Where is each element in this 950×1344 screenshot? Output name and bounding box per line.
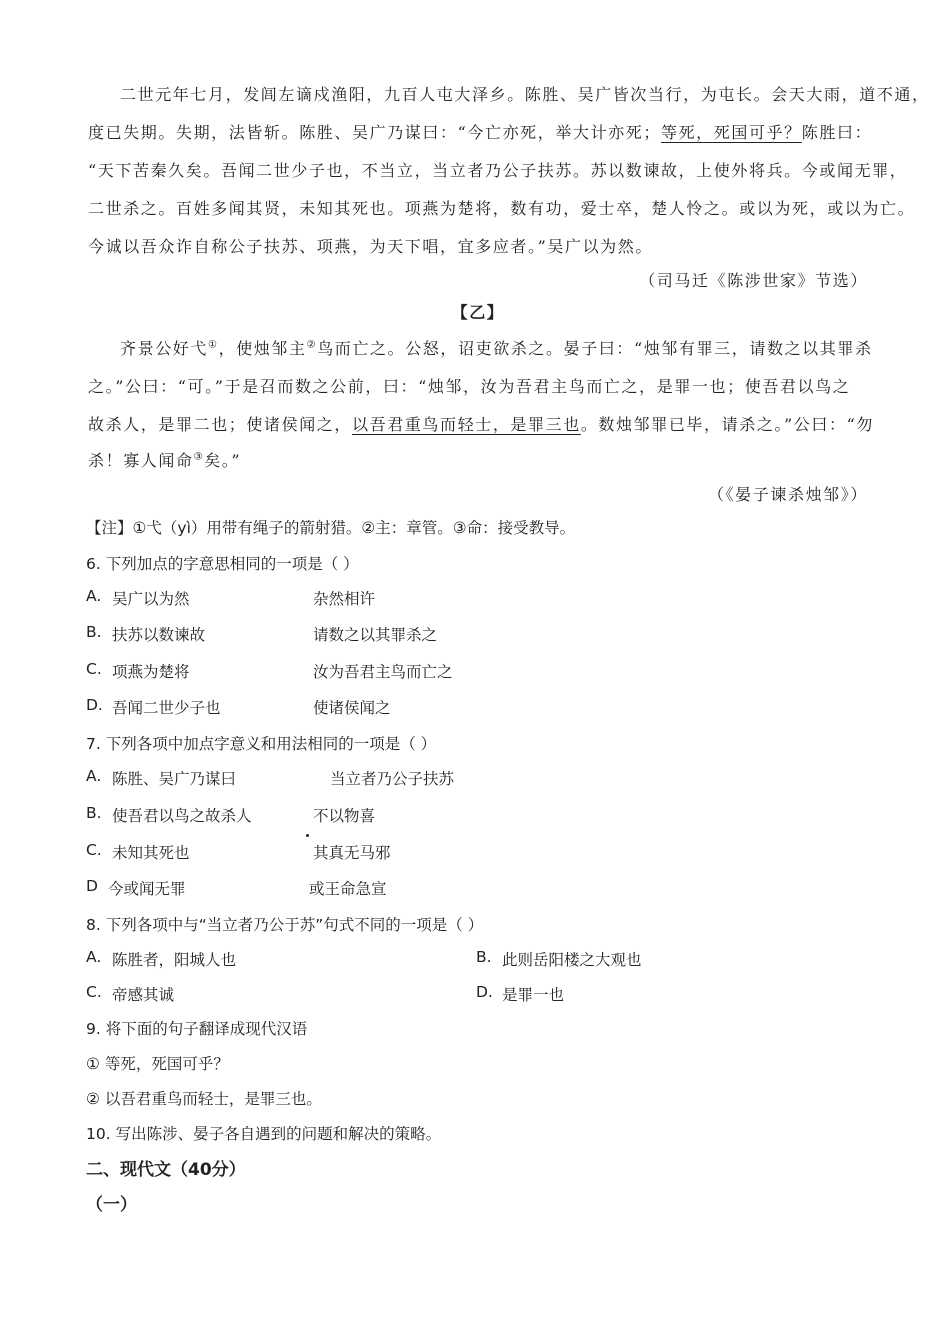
- option-text: 此则岳阳楼之大观也: [502, 951, 642, 969]
- translation-item: ① 等死，死国可乎？: [86, 1055, 229, 1073]
- source-citation: （司马迁《陈涉世家》节选）: [639, 271, 868, 290]
- option-left: 吾闻二世少子也: [112, 699, 221, 717]
- passage-line: 二世元年七月，发闾左谪戍渔阳，九百人屯大泽乡。陈胜、吴广皆次当行，为屯长。会天大雨，道不通，: [120, 85, 930, 104]
- option-label: A.: [86, 948, 102, 966]
- subsection-title: （一）: [86, 1195, 137, 1215]
- passage-line: 之。”公曰：“可。”于是召而数之公前，曰：“烛邹，汝为吾君主鸟而亡之，是罪一也；使吾君以鸟之: [88, 377, 851, 396]
- option-right: 不以物喜: [313, 807, 376, 825]
- option-left: 今或闻无罪: [108, 880, 186, 898]
- section-title: 二、现代文（40分）: [86, 1160, 246, 1180]
- underlined-sentence: 等死，死国可乎？: [660, 123, 802, 142]
- option-right: 或王命急宣: [309, 880, 387, 898]
- passage-line: 度已失期。失期，法皆斩。陈胜、吴广乃谋曰：“今亡亦死，举大计亦死；等死，死国可乎？陈胜曰：: [88, 123, 873, 142]
- option-right: 请数之以其罪杀之: [313, 626, 438, 644]
- passage-line: 今诚以吾众诈自称公子扶苏、项燕，为天下唱，宜多应者。”吴广以为然。: [88, 237, 653, 256]
- option-left: 项燕为楚将: [112, 663, 190, 681]
- passage-line: 故杀人，是罪二也；使诸侯闻之，以吾君重鸟而轻士，是罪三也。数烛邹罪已毕，请杀之。”公曰：“勿: [88, 415, 874, 434]
- question-10-stem: 10. 写出陈涉、晏子各自遇到的问题和解决的策略。: [86, 1125, 442, 1143]
- footnote-marker: ①: [208, 339, 219, 351]
- underlined-sentence: 以吾君重鸟而轻士，是罪三也: [352, 415, 581, 434]
- option-right: 其真无马邪: [313, 844, 391, 862]
- option-label: A.: [86, 767, 102, 785]
- option-left: 未知其死也: [112, 844, 190, 862]
- option-label: C.: [86, 983, 102, 1001]
- option-text: 陈胜者，阳城人也: [112, 951, 237, 969]
- option-label: C.: [86, 660, 102, 678]
- passage-line: “天下苦秦久矣。吾闻二世少子也，不当立，当立者乃公子扶苏。苏以数谏故，上使外将兵。今或闻无罪，: [88, 161, 908, 180]
- option-text: 是罪一也: [502, 986, 565, 1004]
- source-citation: （《晏子谏杀烛邹》）: [707, 485, 868, 504]
- option-label: D.: [476, 983, 493, 1001]
- question-8-stem: 8. 下列各项中与“当立者乃公于苏”句式不同的一项是（ ）: [86, 916, 484, 934]
- translation-item: ② 以吾君重鸟而轻士，是罪三也。: [86, 1090, 322, 1108]
- option-label: A.: [86, 587, 102, 605]
- option-right: 当立者乃公子扶苏: [330, 770, 455, 788]
- option-label: D: [86, 877, 98, 895]
- option-right: 杂然相许: [313, 590, 376, 608]
- emphasis-dot: [306, 834, 309, 837]
- annotation-note: 【注】①弋（yì）用带有绳子的箭射猎。②主：章管。③命：接受教导。: [86, 519, 576, 537]
- question-9-stem: 9. 将下面的句子翻译成现代汉语: [86, 1020, 308, 1038]
- option-left: 扶苏以数谏故: [112, 626, 206, 644]
- passage-heading: 【乙】: [451, 303, 505, 322]
- option-label: B.: [476, 948, 492, 966]
- question-7-stem: 7. 下列各项中加点字意义和用法相同的一项是（ ）: [86, 735, 437, 753]
- option-label: B.: [86, 623, 102, 641]
- passage-line: 杀！寡人闻命③矣。”: [88, 451, 242, 470]
- passage-line: 齐景公好弋①，使烛邹主②鸟而亡之。公怒，诏吏欲杀之。晏子曰：“烛邹有罪三，请数之以其罪杀: [120, 339, 873, 358]
- footnote-marker: ②: [306, 339, 318, 351]
- option-left: 陈胜、吴广乃谋曰: [112, 770, 237, 788]
- option-left: 吴广以为然: [112, 590, 190, 608]
- question-6-stem: 6. 下列加点的字意思相同的一项是（ ）: [86, 555, 359, 573]
- option-label: C.: [86, 841, 102, 859]
- option-text: 帝感其诚: [112, 986, 175, 1004]
- option-right: 汝为吾君主鸟而亡之: [313, 663, 453, 681]
- option-label: B.: [86, 804, 102, 822]
- passage-line: 二世杀之。百姓多闻其贤，未知其死也。项燕为楚将，数有功，爱士卒，楚人怜之。或以为死，或以为亡。: [88, 199, 916, 218]
- option-label: D.: [86, 696, 103, 714]
- option-right: 使诸侯闻之: [313, 699, 391, 717]
- footnote-marker: ③: [193, 451, 205, 463]
- option-left: 使吾君以鸟之故杀人: [112, 807, 252, 825]
